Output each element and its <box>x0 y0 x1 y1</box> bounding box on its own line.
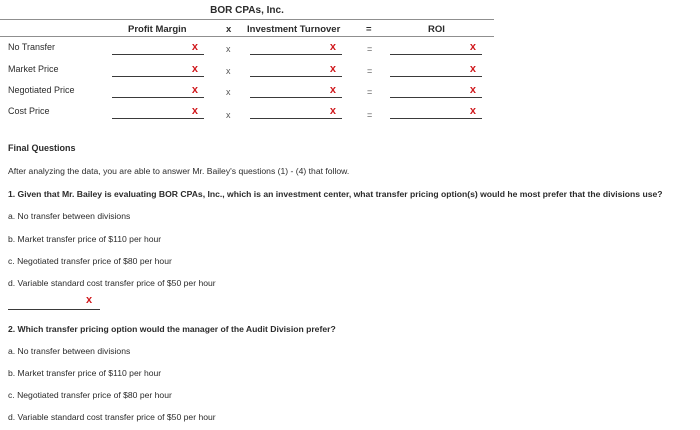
question-2-text: 2. Which transfer pricing option would the manager of the Audit Division prefer? <box>8 324 336 334</box>
row-label-no-transfer: No Transfer <box>8 42 56 52</box>
header-bottom-rule <box>0 36 494 37</box>
incorrect-mark-icon: x <box>469 41 476 53</box>
incorrect-mark-icon: x <box>191 41 198 53</box>
roi-field[interactable] <box>390 85 482 98</box>
company-title: BOR CPAs, Inc. <box>210 5 284 16</box>
investment-turnover-field[interactable] <box>250 106 342 119</box>
equals-operator: = <box>367 66 373 76</box>
incorrect-mark-icon: x <box>469 84 476 96</box>
header-equals: = <box>366 24 372 35</box>
incorrect-mark-icon: x <box>469 105 476 117</box>
q2-option-d: d. Variable standard cost transfer price of $50 per hour <box>8 412 216 422</box>
profit-margin-field[interactable] <box>112 106 204 119</box>
incorrect-mark-icon: x <box>329 41 336 53</box>
incorrect-mark-icon: x <box>329 105 336 117</box>
q1-option-a: a. No transfer between divisions <box>8 211 131 221</box>
row-label-cost-price: Cost Price <box>8 106 50 116</box>
investment-turnover-field[interactable] <box>250 42 342 55</box>
q2-option-b: b. Market transfer price of $110 per hour <box>8 368 162 378</box>
q1-option-b: b. Market transfer price of $110 per hour <box>8 234 162 244</box>
question-1-text: 1. Given that Mr. Bailey is evaluating BOR CPAs, Inc., which is an investment center, what transfer pricing option(s) would he most prefer that the divisions use? <box>8 189 663 199</box>
header-profit-margin: Profit Margin <box>128 24 187 35</box>
intro-text: After analyzing the data, you are able to answer Mr. Bailey's questions (1) - (4) that follow. <box>8 166 350 176</box>
header-times: x <box>226 24 232 35</box>
row-label-negotiated-price: Negotiated Price <box>8 85 75 95</box>
q1-option-d: d. Variable standard cost transfer price of $50 per hour <box>8 278 216 288</box>
times-operator: x <box>226 66 231 76</box>
investment-turnover-field[interactable] <box>250 64 342 77</box>
incorrect-mark-icon: x <box>191 105 198 117</box>
times-operator: x <box>226 44 231 54</box>
header-roi: ROI <box>428 24 445 35</box>
question-1-answer-field[interactable] <box>8 296 100 310</box>
times-operator: x <box>226 87 231 97</box>
profit-margin-field[interactable] <box>112 64 204 77</box>
roi-field[interactable] <box>390 42 482 55</box>
investment-turnover-field[interactable] <box>250 85 342 98</box>
incorrect-mark-icon: x <box>191 84 198 96</box>
q2-option-c: c. Negotiated transfer price of $80 per hour <box>8 390 172 400</box>
incorrect-mark-icon: x <box>86 294 93 306</box>
final-questions-title: Final Questions <box>8 143 76 153</box>
equals-operator: = <box>367 110 373 120</box>
roi-field[interactable] <box>390 106 482 119</box>
q1-option-c: c. Negotiated transfer price of $80 per hour <box>8 256 172 266</box>
header-top-rule <box>0 19 494 20</box>
incorrect-mark-icon: x <box>191 63 198 75</box>
profit-margin-field[interactable] <box>112 42 204 55</box>
incorrect-mark-icon: x <box>329 63 336 75</box>
times-operator: x <box>226 110 231 120</box>
row-label-market-price: Market Price <box>8 64 59 74</box>
roi-field[interactable] <box>390 64 482 77</box>
incorrect-mark-icon: x <box>469 63 476 75</box>
header-investment-turnover: Investment Turnover <box>247 24 341 35</box>
profit-margin-field[interactable] <box>112 85 204 98</box>
equals-operator: = <box>367 44 373 54</box>
incorrect-mark-icon: x <box>329 84 336 96</box>
equals-operator: = <box>367 87 373 97</box>
q2-option-a: a. No transfer between divisions <box>8 346 131 356</box>
